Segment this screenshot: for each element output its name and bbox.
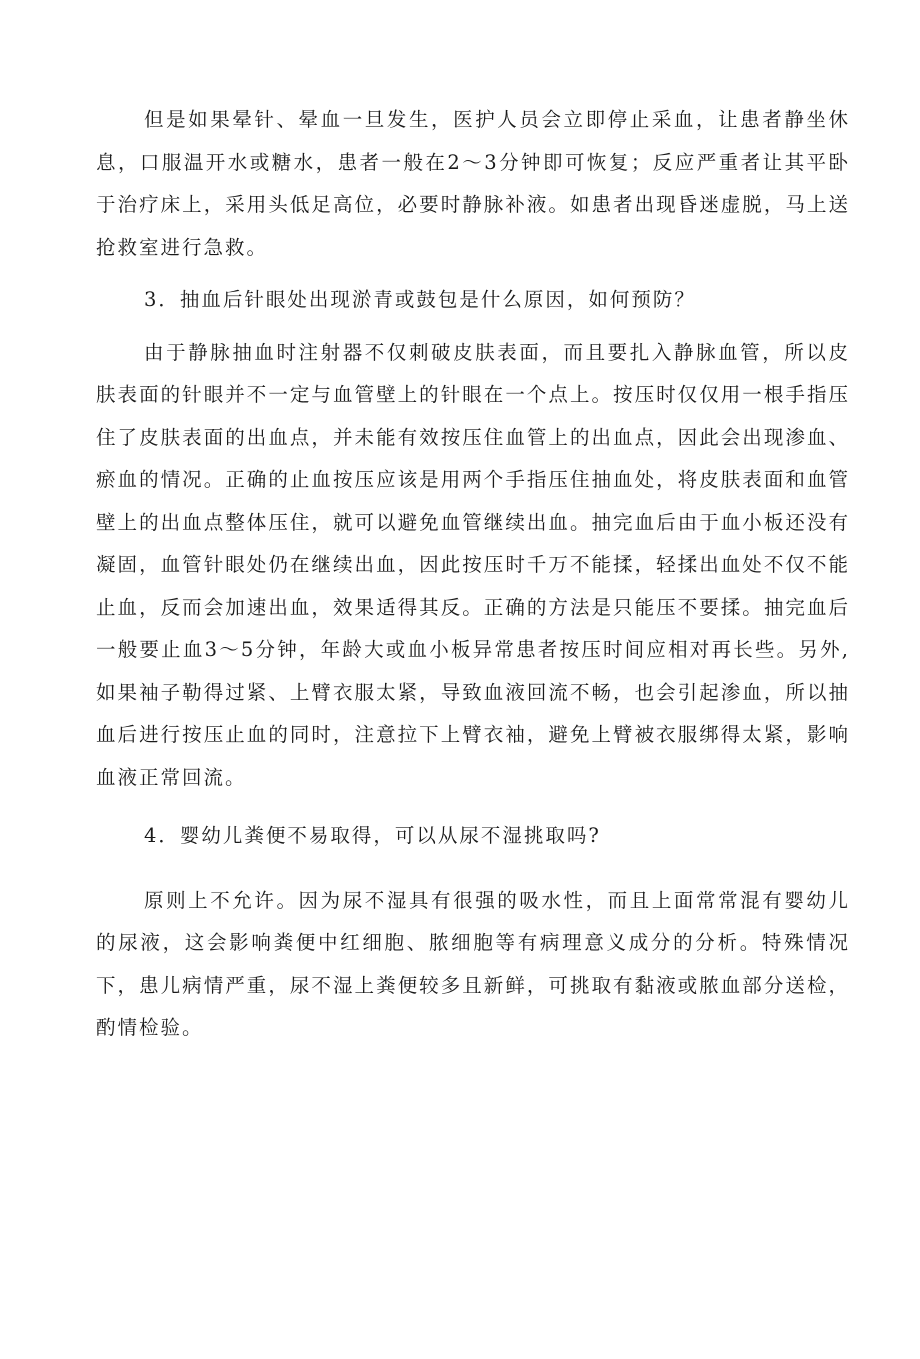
spacer: [96, 269, 850, 279]
spacer: [96, 858, 850, 880]
paragraph-infant-stool: 原则上不允许。因为尿不湿具有很强的吸水性，而且上面常常混有婴幼儿的尿液，这会影响粪便中红细胞、脓细胞等有病理意义成分的分析。特殊情况下，患儿病情严重，尿不湿上粪便较多且新鲜，可挑取有黏液或脓血部分送检，酌情检验。: [96, 888, 850, 1039]
spacer: [96, 799, 850, 815]
heading-question-4: 4．婴幼儿粪便不易取得，可以从尿不湿挑取吗?: [144, 824, 601, 847]
spacer: [96, 322, 850, 332]
paragraph-bruising-explanation: 由于静脉抽血时注射器不仅刺破皮肤表面，而且要扎入静脉血管，所以皮肤表面的针眼并不一定与血管壁上的针眼在一个点上。按压时仅仅用一根手指压住了皮肤表面的出血点，并未能有效按压住血管上的出血点，因此会出现渗血、瘀血的情况。正确的止血按压应该是用两个手指压住抽血处，将皮肤表面和血管壁上的出血点整体压住，就可以避免血管继续出血。抽完血后由于血小板还没有凝固，血管针眼处仍在继续出血，因此按压时千万不能揉，轻揉出血处不仅不能止血，反而会加速出血，效果适得其反。正确的方法是只能压不要揉。抽完血后一般要止血3～5分钟，年龄大或血小板异常患者按压时间应相对再长些。另外,如果袖子勒得过紧、上臂衣服太紧，导致血液回流不畅，也会引起渗血，所以抽血后进行按压止血的同时，注意拉下上臂衣袖，避免上臂被衣服绑得太紧，影响血液正常回流。: [96, 340, 850, 789]
paragraph-fainting-response: 但是如果晕针、晕血一旦发生，医护人员会立即停止采血，让患者静坐休息，口服温开水或糖水，患者一般在2～3分钟即可恢复；反应严重者让其平卧于治疗床上，采用头低足高位，必要时静脉补液。如患者出现昏迷虚脱，马上送抢救室进行急救。: [96, 108, 850, 259]
heading-question-3: 3．抽血后针眼处出现淤青或鼓包是什么原因，如何预防？: [144, 288, 696, 311]
